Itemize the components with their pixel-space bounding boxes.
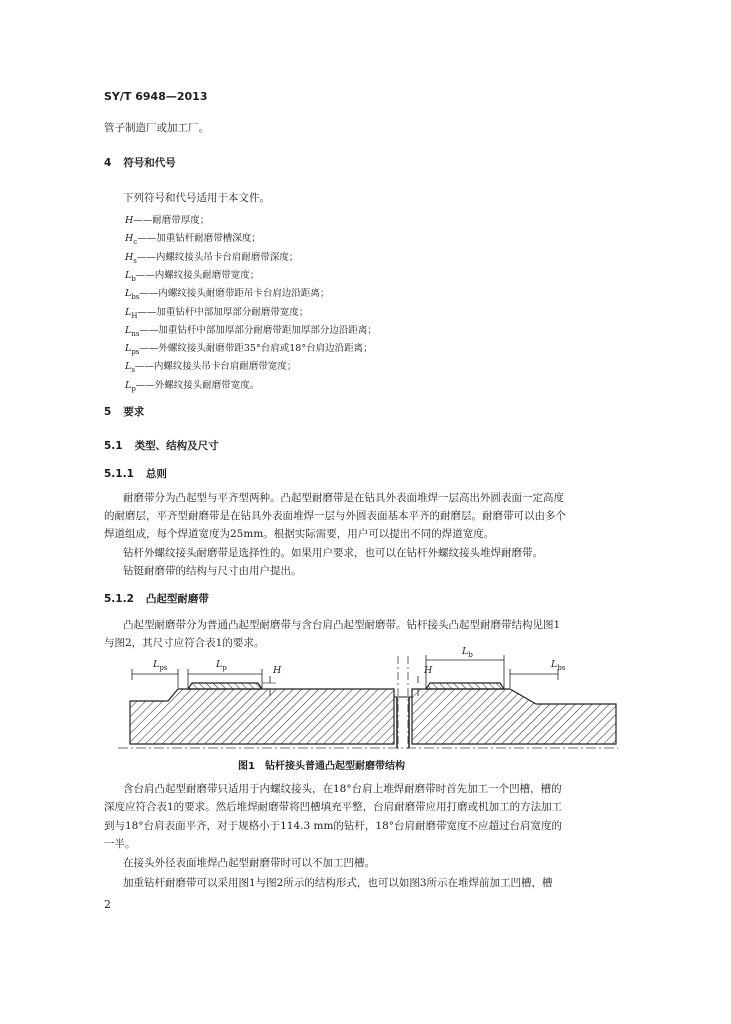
symbol-description: ——外螺纹接头耐磨带距35°台肩或18°台肩边沿距离； (139, 343, 373, 355)
section-number: 5 (104, 406, 112, 418)
section-5-1-1-heading (104, 466, 167, 481)
symbol-description: ——耐磨带厚度； (133, 215, 210, 226)
section-title: 要求 (123, 406, 145, 418)
label-lps (153, 659, 167, 672)
paragraph-line: 含台肩凸起型耐磨带只适用于内螺纹接头，在18°台肩上堆焊耐磨带时首先加工一个凹槽，槽的 (123, 783, 562, 795)
symbol-description: ——内螺纹接头吊卡台肩耐磨带宽度； (134, 361, 297, 373)
section-number: 4 (104, 157, 112, 169)
symbol-row (125, 212, 209, 226)
section-number: 5.1.2 (104, 593, 134, 605)
symbol-row (125, 230, 261, 246)
label-subscript: ps (159, 663, 168, 672)
label-h-left (273, 665, 281, 676)
symbol-letter: H (125, 251, 134, 263)
paragraph-line: 的耐磨层，平齐型耐磨带是在钻具外表面堆焊一层与外圆表面基本平齐的耐磨层。耐磨带可以由多个 (104, 510, 566, 522)
symbol-description: ——内螺纹接头耐磨带宽度； (135, 269, 260, 281)
paragraph-line: 一半。 (104, 838, 136, 850)
label-lbs (551, 659, 565, 672)
section-title: 总则 (145, 468, 167, 480)
label-letter: H (273, 665, 282, 676)
section-4-intro: 下列符号和代号适用于本文件。 (123, 192, 270, 204)
paragraph-line: 加重钻杆耐磨带可以采用图1与图2所示的结构形式，也可以如图3所示在堆焊前加工凹槽，槽 (123, 877, 553, 889)
paragraph-line: 钻杆外螺纹接头耐磨带是选择性的。如果用户要求，也可以在钻杆外螺纹接头堆焊耐磨带。 (123, 547, 543, 559)
paragraph-line: 钻铤耐磨带的结构与尺寸由用户提出。 (123, 565, 302, 577)
section-number: 5.1 (104, 440, 123, 452)
section-title: 类型、结构及尺寸 (134, 440, 219, 452)
symbol-subscript: s (131, 366, 135, 375)
paragraph-line: 凸起型耐磨带分为普通凸起型耐磨带与含台肩凸起型耐磨带。钻杆接头凸起型耐磨带结构见图1 (123, 619, 561, 631)
symbol-letter: L (125, 343, 132, 355)
symbol-row (125, 340, 373, 356)
label-lb (462, 646, 473, 659)
label-lp (216, 659, 227, 672)
symbol-letter: L (125, 361, 132, 373)
section-title: 凸起型耐磨带 (145, 593, 209, 605)
section-4-heading (104, 155, 176, 170)
label-letter: L (153, 659, 160, 670)
section-number: 5.1.1 (104, 468, 134, 480)
figure-1-drawing (118, 652, 618, 752)
paragraph-line: 在接头外径表面堆焊凸起型耐磨带时可以不加工凹槽。 (123, 857, 375, 869)
symbol-letter: L (125, 306, 132, 318)
symbol-description: ——加重钻杆中部加厚部分耐磨带距加厚部分边沿距离； (139, 324, 377, 336)
symbol-description: ——加重钻杆中部加厚部分耐磨带宽度； (137, 306, 309, 318)
paragraph-line: 焊道组成，每个焊道宽度为25mm。根据实际需要，用户可以提出不同的焊道宽度。 (104, 528, 495, 540)
symbol-subscript: s (133, 256, 137, 265)
label-letter: L (462, 646, 469, 657)
symbol-letter: H (125, 215, 134, 226)
symbol-description: ——加重钻杆耐磨带槽深度； (137, 233, 261, 245)
symbol-row (125, 249, 298, 265)
label-letter: H (424, 665, 433, 676)
paragraph-carry: 管子制造厂或加工厂。 (104, 122, 209, 134)
symbol-subscript: H (131, 311, 138, 320)
symbol-subscript: bs (131, 293, 140, 302)
symbol-description: ——内螺纹接头吊卡台肩耐磨带深度； (136, 251, 299, 263)
label-subscript: b (468, 650, 473, 659)
symbol-row (125, 377, 259, 393)
symbol-row (125, 304, 308, 320)
symbol-row (125, 285, 329, 301)
section-5-heading (104, 404, 144, 419)
symbol-subscript: ns (131, 329, 140, 338)
symbol-letter: H (125, 233, 134, 245)
symbol-letter: L (125, 269, 132, 281)
label-subscript: bs (557, 663, 566, 672)
symbol-row (125, 358, 296, 374)
paragraph-line: 到与18°台肩表面平齐，对于规格小于114.3 mm的钻杆，18°台肩耐磨带宽度不应超过台肩宽度的 (104, 820, 563, 832)
paragraph-line: 耐磨带分为凸起型与平齐型两种。凸起型耐磨带是在钻具外表面堆焊一层高出外圆表面一定高度 (123, 492, 564, 504)
symbol-subscript: b (131, 274, 136, 283)
label-letter: L (216, 659, 223, 670)
figure-1-caption: 图1 钻杆接头普通凸起型耐磨带结构 (238, 761, 405, 772)
paragraph-line: 与图2，其尺寸应符合表1的要求。 (104, 637, 265, 649)
section-5-1-heading (104, 438, 219, 453)
section-5-1-2-heading (104, 591, 209, 606)
symbol-subscript: c (133, 238, 138, 247)
symbol-row (125, 322, 377, 338)
section-title: 符号和代号 (123, 157, 176, 169)
symbol-subscript: ps (131, 347, 140, 356)
label-h-right (424, 665, 432, 676)
label-subscript: p (222, 663, 227, 672)
symbol-subscript: p (131, 384, 136, 393)
symbol-letter: L (125, 324, 132, 336)
symbol-description: ——内螺纹接头耐磨带距吊卡台肩边沿距离； (139, 288, 330, 300)
paragraph-line: 深度应符合表1的要求。然后堆焊耐磨带将凹槽填充平整，台肩耐磨带应用打磨或机加工的方法加工 (104, 801, 563, 813)
label-letter: L (551, 659, 558, 670)
standard-code: SY/T 6948—2013 (104, 90, 208, 103)
symbol-letter: L (125, 288, 132, 300)
symbol-description: ——外螺纹接头耐磨带宽度。 (135, 379, 260, 391)
symbol-row (125, 267, 259, 283)
page-number: 2 (104, 898, 111, 911)
symbol-letter: L (125, 379, 132, 391)
